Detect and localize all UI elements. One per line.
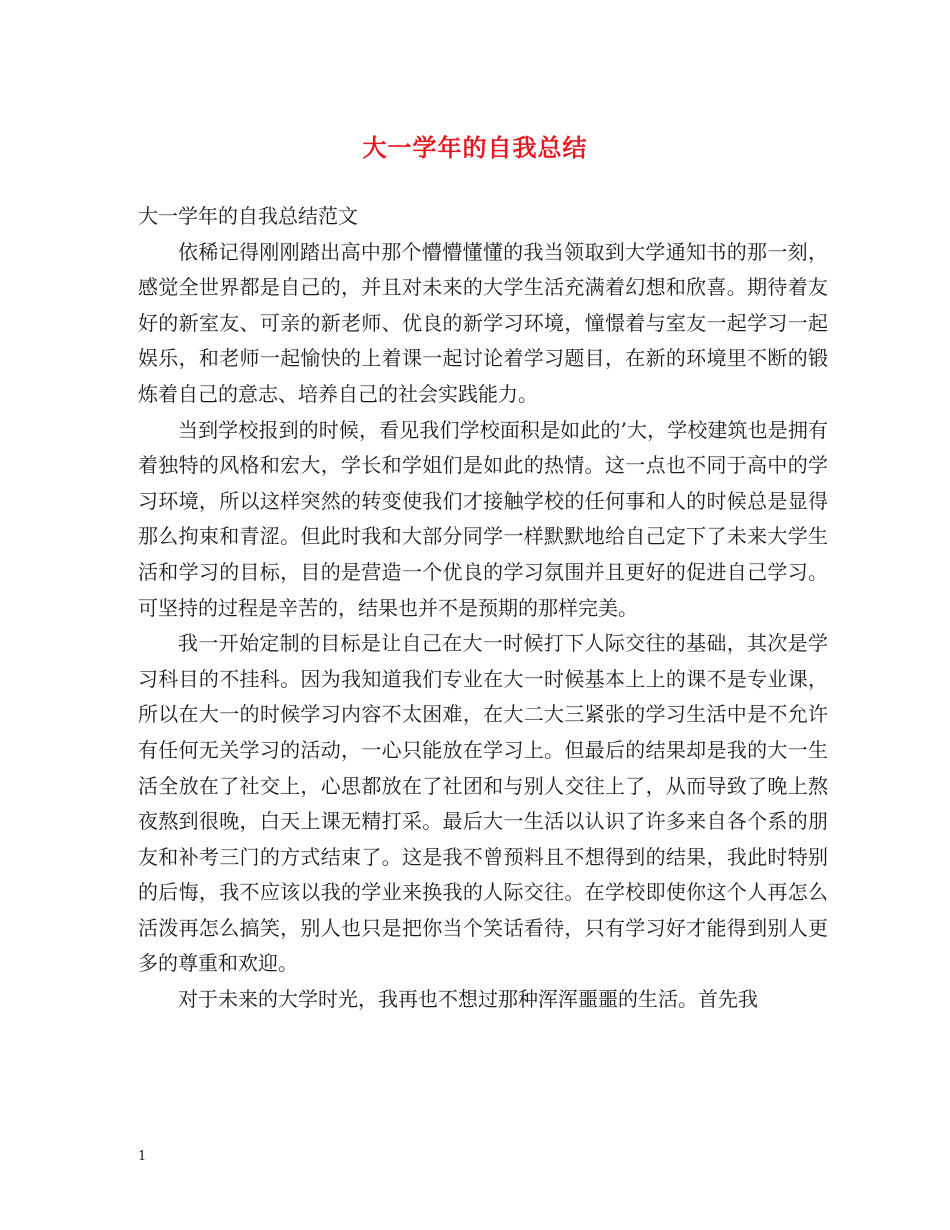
paragraph-1: 依稀记得刚刚踏出高中那个懵懵懂懂的我当领取到大学通知书的那一刻，感觉全世界都是自己的，并且对未来的大学生活充满着幻想和欣喜。期待着友好的新室友、可亲的新老师、优良的新学习环境，憧憬着与室友一起学习一起娱乐，和老师一起愉快的上着课一起讨论着学习题目，在新的环境里不断的锻炼着自己的意志、培养自己的社会实践能力。 <box>138 239 828 406</box>
page-number: 1 <box>138 1149 147 1164</box>
paragraph-3: 我一开始定制的目标是让自己在大一时候打下人际交往的基础，其次是学习科目的不挂科。因为我知道我们专业在大一时候基本上上的课不是专业课，所以在大一的时候学习内容不太困难，在大二大三紧张的学习生活中是不允许有任何无关学习的活动，一心只能放在学习上。但最后的结果却是我的大一生活全放在了社交上，心思都放在了社团和与别人交往上了，从而导致了晚上熬夜熬到很晚，白天上课无精打采。最后大一生活以认识了许多来自各个系的朋友和补考三门的方式结束了。这是我不曾预料且不想得到的结果，我此时特别的后悔，我不应该以我的学业来换我的人际交往。在学校即使你这个人再怎么活泼再怎么搞笑，别人也只是把你当个笑话看待，只有学习好才能得到别人更多的尊重和欢迎。 <box>138 631 828 976</box>
paragraph-4: 对于未来的大学时光，我再也不想过那种浑浑噩噩的生活。首先我 <box>178 987 758 1012</box>
paragraph-2: 当到学校报到的时候，看见我们学校面积是如此的’大，学校建筑也是拥有着独特的风格和宏大，学长和学姐们是如此的热情。这一点也不同于高中的学习环境，所以这样突然的转变使我们才接触学校的任何事和人的时候总是显得那么拘束和青涩。但此时我和大部分同学一样默默地给自己定下了未来大学生活和学习的目标，目的是营造一个优良的学习氛围并且更好的促进自己学习。可坚持的过程是辛苦的，结果也并不是预期的那样完美。 <box>138 417 828 620</box>
document-subtitle: 大一学年的自我总结范文 <box>138 204 358 228</box>
document-body <box>138 199 828 1018</box>
document-title: 大一学年的自我总结 <box>362 133 588 162</box>
